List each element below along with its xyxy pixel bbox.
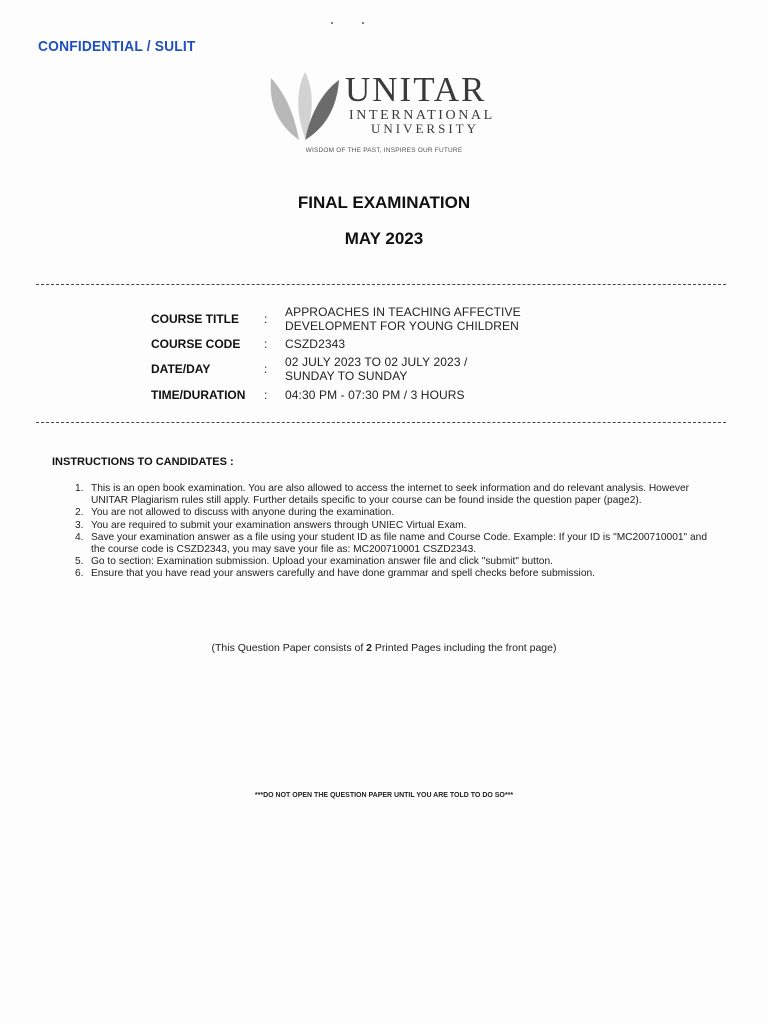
time-duration-row [151, 385, 631, 405]
instruction-text: This is an open book examination. You are also allowed to access the internet to seek information and do relevant analysis. However UNITAR Plagiarism rules still apply. Further details specific to your course can be found inside the question paper (page2). [91, 483, 690, 507]
instructions-heading: INSTRUCTIONS TO CANDIDATES : [52, 456, 234, 468]
course-title-separator: : [264, 312, 268, 326]
instruction-text: You are not allowed to discuss with anyone during the examination. [91, 507, 395, 519]
date-day-line: 02 JULY 2023 TO 02 JULY 2023 / [285, 355, 468, 369]
course-title-label: COURSE TITLE [151, 312, 240, 326]
instruction-text: Ensure that you have read your answers carefully and have done grammar and spell checks before submission. [91, 568, 595, 580]
exam-title: FINAL EXAMINATION [297, 193, 471, 212]
scan-speck [331, 22, 333, 24]
page-count-note [0, 642, 768, 654]
instruction-item [75, 556, 715, 568]
course-code-label: COURSE CODE [151, 337, 241, 351]
course-title-row [151, 303, 631, 335]
divider-bottom [36, 422, 726, 423]
course-title-line: DEVELOPMENT FOR YOUNG CHILDREN [285, 319, 519, 333]
time-duration-label: TIME/DURATION [151, 388, 246, 402]
instruction-text: Go to section: Examination submission. Upload your examination answer file and click "submit" button. [91, 556, 553, 568]
logo-tagline: WISDOM OF THE PAST, INSPIRES OUR FUTURE [305, 147, 463, 154]
date-day-value [285, 353, 631, 385]
instructions-list [75, 483, 715, 581]
leaf-emblem-icon [265, 68, 345, 148]
instruction-number: 5. [75, 556, 84, 568]
time-duration-separator: : [264, 388, 268, 402]
page-count-number: 2 [366, 642, 373, 654]
course-details-table [151, 303, 631, 405]
instruction-item [75, 532, 715, 556]
course-title-line: APPROACHES IN TEACHING AFFECTIVE [285, 305, 521, 319]
divider-top [36, 284, 726, 285]
page-count-prefix: (This Question Paper consists of [211, 642, 367, 654]
instruction-number: 6. [75, 568, 84, 580]
instruction-text: Save your examination answer as a file using your student ID as file name and Course Code. Example: If your ID is "MC200710001" and the course code is CSZD2343, you may save your file as: MC200710001 CSZD2343. [91, 531, 707, 556]
date-day-row [151, 353, 631, 385]
course-title-value [285, 303, 631, 335]
instruction-number: 4. [75, 531, 84, 543]
instruction-number: 1. [75, 483, 84, 494]
logo-subtitle-international: INTERNATIONAL [349, 108, 495, 123]
leaf-emblem-left-leaf [271, 78, 299, 140]
date-day-line: SUNDAY TO SUNDAY [285, 369, 408, 383]
page-count-suffix: Printed Pages including the front page) [372, 642, 557, 654]
instruction-text: You are required to submit your examination answers through UNIEC Virtual Exam. [91, 519, 467, 531]
course-code-value: CSZD2343 [285, 337, 346, 351]
instruction-number: 3. [75, 519, 84, 531]
course-code-row [151, 335, 631, 353]
instruction-item [75, 483, 715, 507]
do-not-open-warning: ***DO NOT OPEN THE QUESTION PAPER UNTIL YOU ARE TOLD TO DO SO*** [254, 792, 514, 799]
exam-session: MAY 2023 [344, 229, 424, 248]
instruction-item [75, 520, 715, 532]
scan-speck [362, 22, 364, 24]
instruction-item [75, 507, 715, 519]
date-day-label: DATE/DAY [151, 362, 211, 376]
instruction-item [75, 568, 715, 580]
instruction-number: 2. [75, 507, 84, 519]
logo-wordmark: UNITAR [345, 70, 487, 109]
date-day-separator: : [264, 362, 268, 376]
course-code-separator: : [264, 337, 268, 351]
logo-subtitle-university: UNIVERSITY [371, 121, 479, 136]
confidential-label: CONFIDENTIAL / SULIT [38, 38, 196, 55]
time-duration-value: 04:30 PM - 07:30 PM / 3 HOURS [285, 388, 465, 402]
